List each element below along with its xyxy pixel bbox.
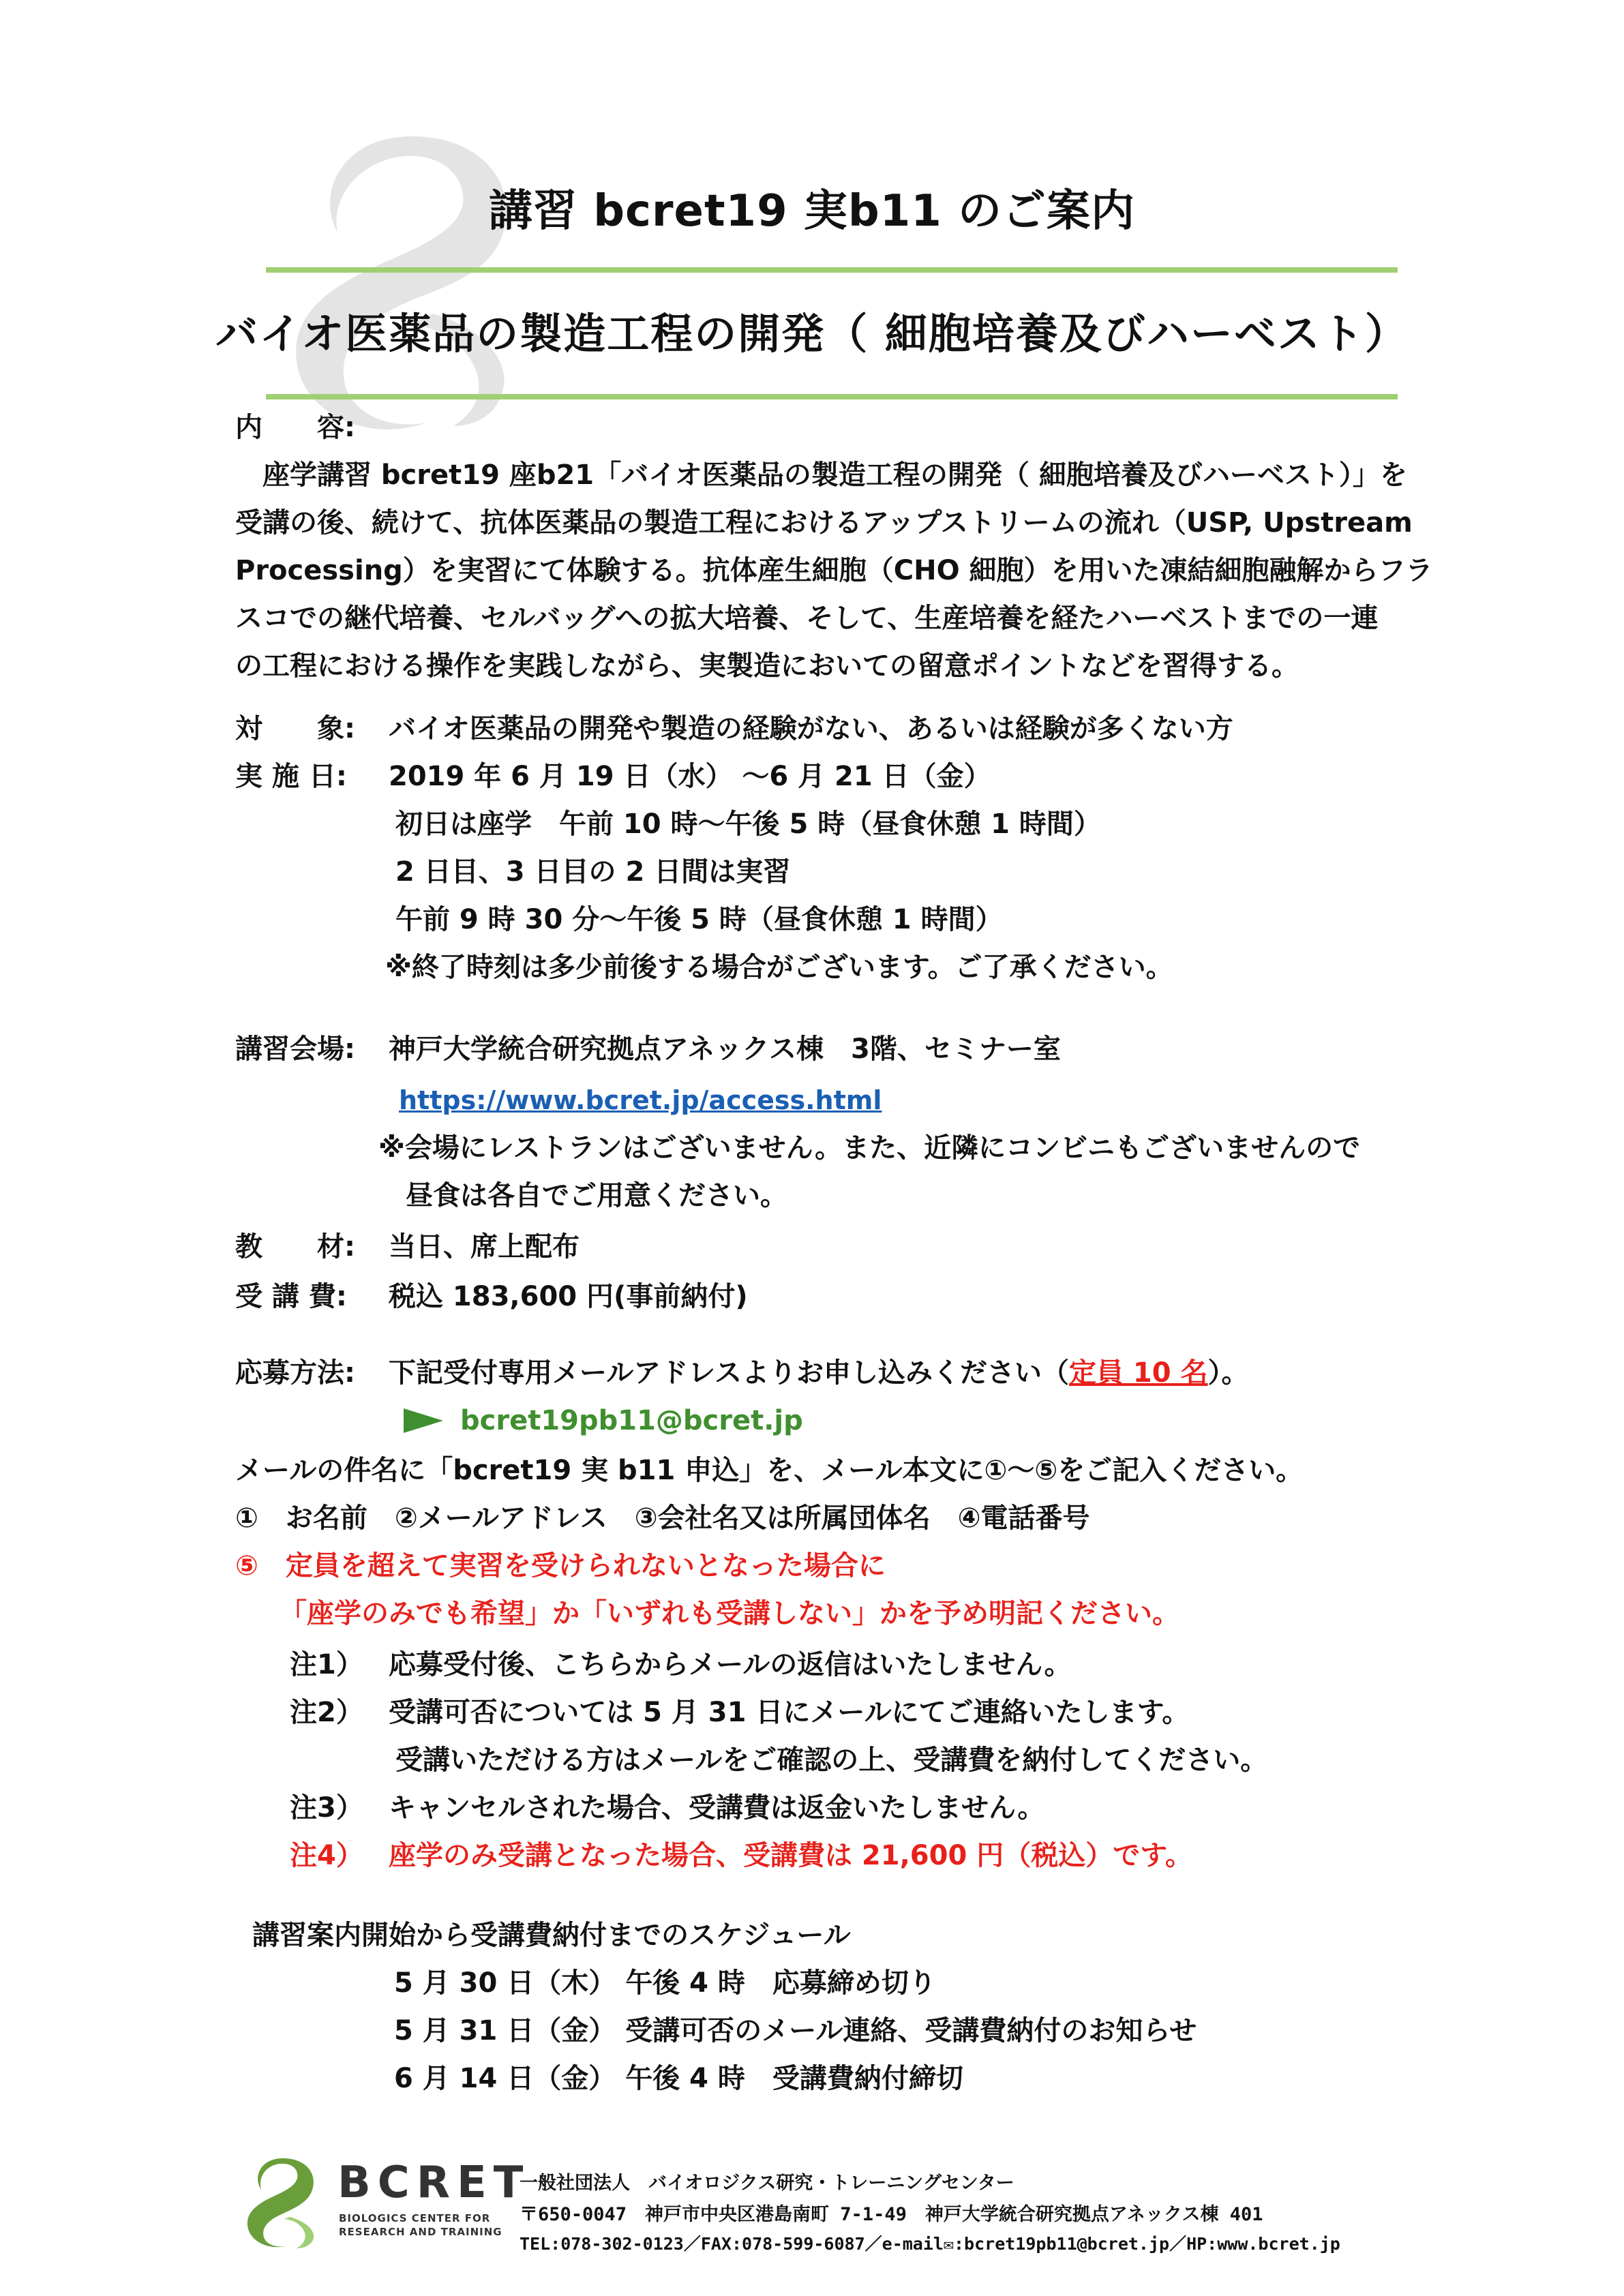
- apply-item5: ⑤ 定員を超えて実習を受けられないとなった場合に: [235, 1550, 886, 1582]
- dates-line: 午前 9 時 30 分～午後 5 時（昼食休憩 1 時間）: [395, 904, 1003, 935]
- venue-note: 昼食は各自でご用意ください。: [406, 1180, 787, 1211]
- apply-item5-detail: 「座学のみでも希望」か「いずれも受講しない」かを予め明記ください。: [280, 1598, 1179, 1629]
- target-value: バイオ医薬品の開発や製造の経験がない、あるいは経験が多くない方: [389, 713, 1233, 744]
- logo-text: BCRET: [337, 2158, 530, 2208]
- access-link[interactable]: https://www.bcret.jp/access.html: [399, 1085, 882, 1115]
- course-subtitle: バイオ医薬品の製造工程の開発（ 細胞培養及びハーベスト）: [215, 309, 1409, 359]
- dates-note: ※終了時刻は多少前後する場合がございます。ご了承ください。: [385, 952, 1173, 983]
- content-label: 内 容:: [235, 412, 355, 443]
- note-text: キャンセルされた場合、受講費は返金いたしません。: [389, 1792, 1045, 1824]
- note-tag: 注2）: [290, 1697, 363, 1728]
- apply-email[interactable]: bcret19pb11@bcret.jp: [460, 1405, 803, 1436]
- schedule-item: 6 月 14 日（金） 午後 4 時 受講費納付締切: [394, 2063, 963, 2094]
- materials-value: 当日、席上配布: [389, 1231, 580, 1263]
- note-text: 受講可否については 5 月 31 日にメールにてご連絡いたします。: [389, 1697, 1190, 1728]
- venue-note: ※会場にレストランはございません。また、近隣にコンビニもございませんので: [378, 1132, 1361, 1164]
- fee-label: 受 講 費:: [235, 1281, 347, 1312]
- divider: [266, 267, 1398, 273]
- apply-value: 下記受付専用メールアドレスよりお申し込みください（定員 10 名）。: [389, 1357, 1249, 1389]
- capacity-note: 定員 10 名: [1069, 1357, 1208, 1389]
- schedule-title: 講習案内開始から受講費納付までのスケジュール: [252, 1920, 851, 1951]
- logo-subtitle: BIOLOGICS CENTER FOR: [339, 2212, 491, 2224]
- note-tag: 注4）: [290, 1840, 363, 1871]
- note-text: 受講いただける方はメールをご確認の上、受講費を納付してください。: [395, 1744, 1268, 1776]
- apply-instruction: メールの件名に「bcret19 実 b11 申込」を、メール本文に①～⑤をご記入ください。: [235, 1455, 1304, 1486]
- dates-line: 初日は座学 午前 10 時～午後 5 時（昼食休憩 1 時間）: [395, 809, 1101, 840]
- content-line: スコでの継代培養、セルバッグへの拡大培養、そして、生産培養を経たハーベストまでの一連: [235, 603, 1379, 634]
- note-text: 座学のみ受講となった場合、受講費は 21,600 円（税込）です。: [389, 1840, 1193, 1871]
- watermark-logo-icon: [276, 123, 549, 436]
- venue-value: 神戸大学統合研究拠点アネックス棟 3階、セミナー室: [389, 1033, 1061, 1065]
- divider: [266, 394, 1398, 399]
- apply-label: 応募方法:: [235, 1357, 355, 1389]
- note-tag: 注3）: [290, 1792, 363, 1824]
- venue-label: 講習会場:: [235, 1033, 355, 1065]
- footer-contact: TEL:078-302-0123／FAX:078-599-6087／e-mail✉:bcret19pb11@bcret.jp／HP:www.bcret.jp: [520, 2234, 1340, 2254]
- footer-org: 一般社団法人 バイオロジクス研究・トレーニングセンター: [520, 2173, 1014, 2194]
- fee-value: 税込 183,600 円(事前納付): [389, 1281, 748, 1312]
- footer-address: 〒650-0047 神戸市中央区港島南町 7-1-49 神戸大学統合研究拠点アネックス棟 401: [520, 2204, 1263, 2225]
- materials-label: 教 材:: [235, 1231, 355, 1263]
- arrow-right-icon: [404, 1408, 443, 1433]
- apply-items: ① お名前 ②メールアドレス ③会社名又は所属団体名 ④電話番号: [235, 1502, 1090, 1534]
- schedule-item: 5 月 31 日（金） 受講可否のメール連絡、受講費納付のお知らせ: [394, 2015, 1197, 2046]
- schedule-item: 5 月 30 日（木） 午後 4 時 応募締め切り: [394, 1967, 936, 1999]
- content-line: 受講の後、続けて、抗体医薬品の製造工程におけるアップストリームの流れ（USP, Upstream: [235, 507, 1413, 539]
- dates-value: 2019 年 6 月 19 日（水） ～6 月 21 日（金）: [389, 761, 991, 792]
- dates-line: 2 日目、3 日目の 2 日間は実習: [395, 856, 791, 888]
- page-title: 講習 bcret19 実b11 のご案内: [488, 186, 1136, 237]
- content-line: Processing）を実習にて体験する。抗体産生細胞（CHO 細胞）を用いた凍結細胞融解からフラ: [235, 555, 1433, 586]
- content-line: の工程における操作を実践しながら、実製造においての留意ポイントなどを習得する。: [235, 650, 1299, 682]
- target-label: 対 象:: [235, 713, 355, 744]
- logo-subtitle: RESEARCH AND TRAINING: [339, 2226, 502, 2238]
- dates-label: 実 施 日:: [235, 761, 347, 792]
- bcret-logo-icon: [242, 2154, 324, 2250]
- note-tag: 注1）: [290, 1649, 363, 1680]
- note-text: 応募受付後、こちらからメールの返信はいたしません。: [389, 1649, 1072, 1680]
- content-line: 座学講習 bcret19 座b21「バイオ医薬品の製造工程の開発（ 細胞培養及びハーベスト）」を: [235, 459, 1407, 491]
